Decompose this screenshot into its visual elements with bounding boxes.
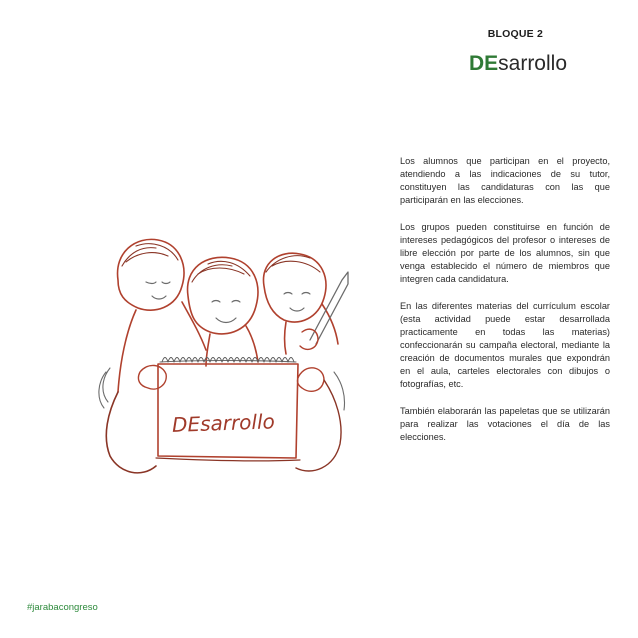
paragraph-4: También elaborarán las papeletas que se utilizarán para realizar las votaciones el día de las elecciones.: [400, 406, 610, 442]
paragraph-1: Los alumnos que participan en el proyecto, atendiendo a las indicaciones de su tutor, constituyen las candidaturas con las que participarán en las elecciones.: [400, 156, 610, 205]
section-title: [469, 52, 567, 76]
section-title-accent: DE: [468, 52, 499, 75]
block-label: BLOQUE 2: [487, 28, 543, 40]
child-right-sketch: [263, 253, 338, 354]
sign-text: DEsarrollo: [171, 409, 276, 437]
section-title-rest: sarrollo: [498, 52, 567, 75]
paragraph-2: Los grupos pueden constituirse en función de intereses pedagógicos del profesor o intereses de libre elección por parte de los alumnos, sin que venga establecido el número de miembros que integren cada candidatura.: [400, 222, 610, 284]
body-text: [400, 155, 610, 458]
child-middle-sketch: [188, 257, 258, 366]
sketch-illustration: [96, 222, 372, 488]
sign-board: [156, 358, 300, 461]
pencil-sketch: [300, 272, 348, 349]
paragraph-3: En las diferentes materias del currículum escolar (esta actividad puede estar desarrollada practicamente en todas las materias) confeccionarán su campaña electoral, mediante la creación de documentos murales que expondrán en el aula, carteles electorales con dibujos o fotografías, etc.: [400, 301, 610, 389]
hashtag: #jarabacongreso: [27, 602, 98, 613]
